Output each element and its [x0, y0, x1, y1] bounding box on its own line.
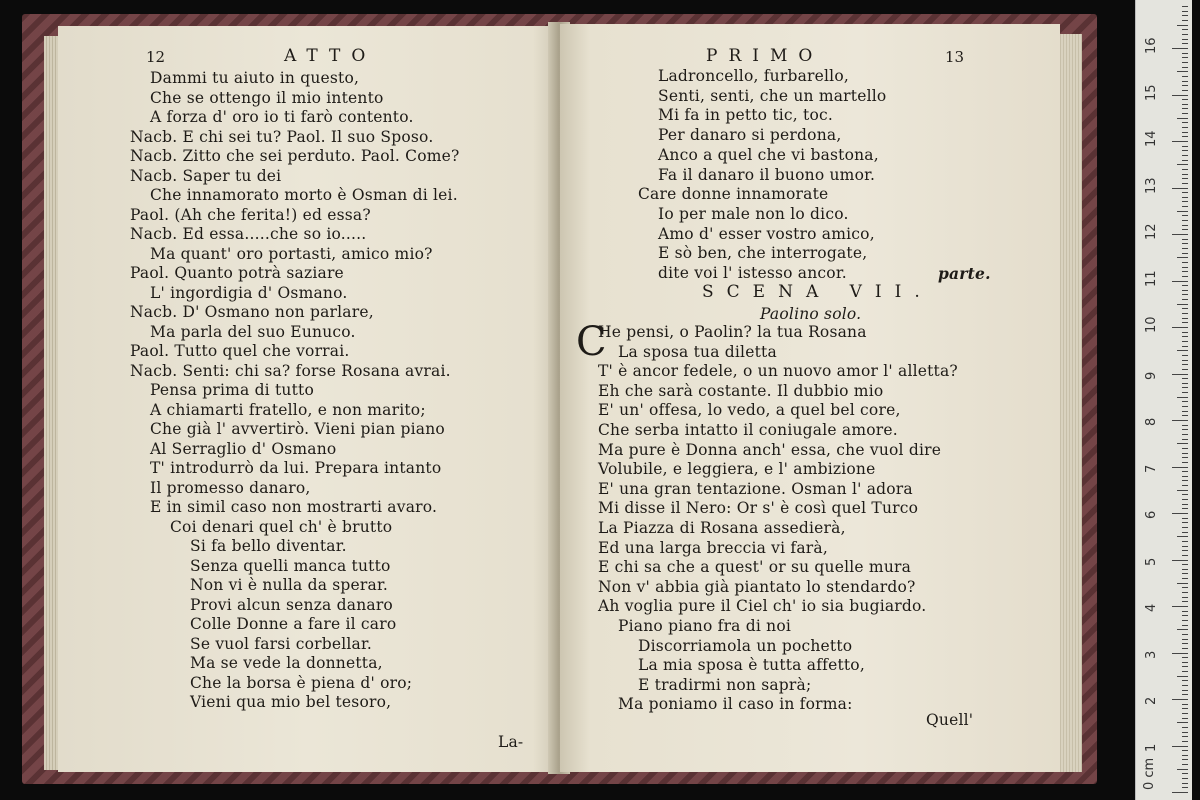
catchword-left: La-: [498, 733, 524, 751]
ruler-tick: [1182, 666, 1188, 667]
ruler-tick: [1182, 192, 1188, 193]
ruler-tick: [1182, 262, 1188, 263]
ruler-tick: [1182, 313, 1188, 314]
left-page: [58, 26, 558, 772]
text-line: L' ingordigia d' Osmano.: [150, 283, 348, 302]
ruler-tick: [1182, 569, 1188, 570]
text-line: Nacb. Ed essa.....che so io.....: [130, 225, 367, 243]
text-line: Fa il danaro il buono umor.: [658, 165, 876, 184]
ruler-tick: [1182, 690, 1188, 691]
ruler-tick: [1182, 364, 1188, 365]
ruler-tick: [1182, 685, 1188, 686]
ruler-tick: [1182, 39, 1188, 40]
drop-cap: C: [576, 319, 607, 365]
ruler-number: 4: [1144, 603, 1159, 612]
text-line: Eh che sarà costante. Il dubbio mio: [598, 381, 884, 400]
ruler-tick: [1172, 281, 1188, 282]
ruler-tick: [1182, 708, 1188, 709]
text-line: Discorriamola un pochetto: [638, 636, 853, 655]
ruler-number: 11: [1144, 269, 1159, 287]
ruler-tick: [1182, 439, 1188, 440]
text-line: La sposa tua diletta: [618, 342, 777, 361]
text-line: Care donne innamorate: [638, 185, 829, 204]
ruler-tick: [1172, 374, 1188, 375]
text-line: Nacb. D' Osmano non parlare,: [130, 303, 374, 321]
ruler-tick: [1182, 6, 1188, 7]
ruler-tick: [1182, 43, 1188, 44]
ruler-tick: [1182, 778, 1188, 779]
text-line: E tradirmi non saprà;: [638, 675, 812, 694]
ruler-tick: [1182, 285, 1188, 286]
ruler-tick: [1182, 615, 1188, 616]
ruler-tick: [1182, 85, 1188, 86]
ruler-tick: [1182, 401, 1188, 402]
ruler-tick: [1182, 294, 1188, 295]
ruler-tick: [1182, 378, 1188, 379]
ruler-tick: [1182, 146, 1188, 147]
ruler-tick: [1182, 206, 1188, 207]
ruler-tick: [1182, 229, 1188, 230]
ruler-number: 14: [1144, 130, 1159, 147]
text-line: T' introdurrò da lui. Prepara intanto: [150, 459, 442, 477]
text-line: Al Serraglio d' Osmano: [150, 439, 337, 458]
ruler-tick: [1182, 132, 1188, 133]
ruler-tick: [1177, 164, 1188, 165]
ruler-tick: [1182, 648, 1188, 649]
ruler-tick: [1182, 773, 1188, 774]
ruler-tick: [1177, 722, 1188, 723]
text-line: Il promesso danaro,: [150, 478, 311, 497]
ruler-number: 5: [1144, 557, 1159, 566]
text-line: A chiamarti fratello, e non marito;: [150, 400, 426, 419]
ruler-unit-label: 0 cm: [1142, 757, 1157, 790]
ruler-tick: [1182, 462, 1188, 463]
ruler-number: 12: [1144, 223, 1159, 240]
text-line: Che serba intatto il coniugale amore.: [598, 421, 898, 439]
text-line: Paol. (Ah che ferita!) ed essa?: [130, 205, 371, 224]
ruler-tick: [1182, 308, 1188, 309]
text-line: Pensa prima di tutto: [150, 381, 314, 399]
ruler-tick: [1172, 653, 1188, 654]
ruler-tick: [1182, 499, 1188, 500]
ruler-tick: [1182, 201, 1188, 202]
ruler-tick: [1182, 20, 1188, 21]
ruler-tick: [1182, 592, 1188, 593]
text-line: Si fa bello diventar.: [190, 537, 347, 555]
ruler-tick: [1182, 727, 1188, 728]
text-line: Nacb. Saper tu dei: [130, 166, 282, 185]
ruler-tick: [1182, 680, 1188, 681]
ruler-tick: [1182, 81, 1188, 82]
ruler-tick: [1182, 620, 1188, 621]
ruler-tick: [1182, 587, 1188, 588]
ruler-tick: [1182, 573, 1188, 574]
ruler-tick: [1182, 625, 1188, 626]
ruler-tick: [1182, 411, 1188, 412]
text-line: Che già l' avvertirò. Vieni pian piano: [150, 420, 445, 438]
ruler-tick: [1182, 787, 1188, 788]
text-line: Ma se vede la donnetta,: [190, 654, 383, 672]
running-header-right: PRIMO: [706, 46, 824, 66]
ruler-number: 13: [1144, 176, 1159, 194]
ruler-tick: [1182, 662, 1188, 663]
catchword-right: Quell': [926, 711, 974, 729]
ruler-tick: [1182, 53, 1188, 54]
ruler-tick: [1182, 271, 1188, 272]
ruler-tick: [1172, 188, 1188, 189]
ruler-tick: [1182, 657, 1188, 658]
ruler-tick: [1182, 750, 1188, 751]
ruler-tick: [1182, 322, 1188, 323]
text-line: Io per male non lo dico.: [658, 204, 849, 223]
scene-heading: SCENA VII.: [702, 282, 933, 302]
ruler-tick: [1182, 732, 1188, 733]
text-line: Anco a quel che vi bastona,: [658, 145, 879, 164]
text-line: Ma poniamo il caso in forma:: [618, 695, 853, 714]
page-number-left: 12: [146, 48, 166, 66]
ruler-tick: [1182, 67, 1188, 68]
ruler-tick: [1182, 634, 1188, 635]
ruler-tick: [1182, 355, 1188, 356]
ruler-tick: [1182, 518, 1188, 519]
text-line: Mi disse il Nero: Or s' è così quel Turco: [598, 499, 919, 518]
ruler-tick: [1182, 550, 1188, 551]
ruler-tick: [1182, 671, 1188, 672]
text-line: Ladroncello, furbarello,: [658, 67, 849, 85]
ruler-tick: [1182, 532, 1188, 533]
ruler-tick: [1177, 490, 1188, 491]
page-number-right: 13: [945, 48, 965, 66]
ruler-tick: [1182, 755, 1188, 756]
ruler-tick: [1182, 104, 1188, 105]
text-line: Ma parla del suo Eunuco.: [150, 322, 356, 341]
text-line: Che innamorato morto è Osman di lei.: [150, 186, 458, 204]
ruler-tick: [1182, 471, 1188, 472]
ruler-tick: [1182, 108, 1188, 109]
text-line: Che se ottengo il mio intento: [150, 88, 384, 107]
ruler-tick: [1182, 713, 1188, 714]
ruler-tick: [1172, 141, 1188, 142]
text-line: Coi denari quel ch' è brutto: [170, 517, 393, 536]
ruler-tick: [1182, 611, 1188, 612]
ruler-tick: [1182, 639, 1188, 640]
ruler-tick: [1182, 76, 1188, 77]
ruler-tick: [1177, 769, 1188, 770]
ruler-tick: [1182, 11, 1188, 12]
ruler-tick: [1182, 736, 1188, 737]
ruler-tick: [1182, 299, 1188, 300]
text-line: E in simil caso non mostrarti avaro.: [150, 498, 438, 516]
ruler-tick: [1182, 425, 1188, 426]
ruler-number: 1: [1144, 743, 1159, 752]
ruler-tick: [1182, 476, 1188, 477]
ruler-tick: [1172, 234, 1188, 235]
ruler-tick: [1182, 127, 1188, 128]
ruler-tick: [1182, 480, 1188, 481]
ruler-tick: [1182, 485, 1188, 486]
ruler-tick: [1182, 290, 1188, 291]
text-line: T' è ancor fedele, o un nuovo amor l' alletta?: [598, 362, 958, 381]
ruler-tick: [1177, 350, 1188, 351]
text-line: He pensi, o Paolin? la tua Rosana: [598, 323, 867, 341]
ruler-number: 7: [1144, 464, 1159, 473]
ruler-tick: [1182, 601, 1188, 602]
text-line: Che la borsa è piena d' oro;: [190, 673, 413, 692]
ruler-tick: [1182, 453, 1188, 454]
ruler-tick: [1172, 467, 1188, 468]
ruler-tick: [1182, 183, 1188, 184]
text-line: Ma pure è Donna anch' essa, che vuol dire: [598, 440, 942, 459]
ruler-tick: [1182, 383, 1188, 384]
ruler-number: 3: [1144, 650, 1159, 659]
text-line: E' un' offesa, lo vedo, a quel bel core,: [598, 401, 901, 420]
text-line: Dammi tu aiuto in questo,: [150, 69, 360, 87]
ruler-tick: [1172, 513, 1188, 514]
text-line: Nacb. E chi sei tu? Paol. Il suo Sposo.: [130, 127, 434, 146]
ruler-tick: [1182, 243, 1188, 244]
ruler-tick: [1182, 62, 1188, 63]
ruler-tick: [1172, 560, 1188, 561]
ruler-tick: [1172, 699, 1188, 700]
ruler-number: 16: [1144, 37, 1159, 54]
text-line: Non v' abbia già piantato lo stendardo?: [598, 577, 916, 596]
ruler-number: 8: [1144, 417, 1159, 426]
ruler-tick: [1182, 150, 1188, 151]
ruler-tick: [1182, 136, 1188, 137]
ruler-tick: [1182, 239, 1188, 240]
ruler-tick: [1182, 504, 1188, 505]
ruler-tick: [1182, 57, 1188, 58]
text-line: Nacb. Senti: chi sa? forse Rosana avrai.: [130, 361, 451, 380]
ruler-tick: [1177, 71, 1188, 72]
text-line: Nacb. Zitto che sei perduto. Paol. Come?: [130, 147, 460, 165]
ruler-tick: [1182, 318, 1188, 319]
text-line: Amo d' esser vostro amico,: [658, 224, 875, 243]
right-page: [560, 24, 1060, 772]
ruler-tick: [1182, 174, 1188, 175]
text-line: Senti, senti, che un martello: [658, 86, 887, 105]
ruler-tick: [1182, 783, 1188, 784]
text-line: E sò ben, che interrogate,: [658, 244, 868, 263]
ruler-tick: [1172, 327, 1188, 328]
text-line: Ah voglia pure il Ciel ch' io sia bugiardo.: [598, 597, 927, 616]
text-line: La mia sposa è tutta affetto,: [638, 656, 865, 675]
ruler-tick: [1182, 718, 1188, 719]
ruler-tick: [1177, 257, 1188, 258]
measurement-ruler: [1135, 0, 1192, 800]
ruler-tick: [1182, 197, 1188, 198]
text-line: Se vuol farsi corbellar.: [190, 634, 373, 653]
ruler-tick: [1182, 253, 1188, 254]
ruler-tick: [1182, 415, 1188, 416]
ruler-number: 6: [1144, 510, 1159, 519]
ruler-tick: [1182, 34, 1188, 35]
ruler-tick: [1177, 583, 1188, 584]
ruler-tick: [1182, 546, 1188, 547]
ruler-tick: [1182, 29, 1188, 30]
ruler-number: 15: [1144, 83, 1159, 101]
ruler-tick: [1182, 764, 1188, 765]
stage-direction: parte.: [938, 264, 991, 283]
ruler-tick: [1182, 220, 1188, 221]
ruler-tick: [1182, 90, 1188, 91]
ruler-number: 2: [1144, 696, 1159, 705]
ruler-tick: [1182, 759, 1188, 760]
ruler-tick: [1177, 25, 1188, 26]
text-line: A forza d' oro io ti farò contento.: [150, 108, 414, 126]
ruler-tick: [1182, 215, 1188, 216]
ruler-tick: [1182, 336, 1188, 337]
ruler-tick: [1182, 369, 1188, 370]
ruler-tick: [1182, 527, 1188, 528]
ruler-tick: [1177, 397, 1188, 398]
ruler-number: 10: [1144, 316, 1159, 333]
ruler-tick: [1182, 578, 1188, 579]
ruler-tick: [1182, 155, 1188, 156]
ruler-tick: [1182, 406, 1188, 407]
ruler-tick: [1182, 555, 1188, 556]
ruler-tick: [1182, 434, 1188, 435]
ruler-tick: [1182, 704, 1188, 705]
text-line: Volubile, e leggiera, e l' ambizione: [598, 460, 876, 479]
ruler-tick: [1172, 792, 1188, 793]
ruler-tick: [1182, 387, 1188, 388]
ruler-tick: [1182, 448, 1188, 449]
ruler-tick: [1182, 113, 1188, 114]
ruler-tick: [1177, 443, 1188, 444]
text-line: E' una gran tentazione. Osman l' adora: [598, 479, 913, 498]
ruler-tick: [1182, 643, 1188, 644]
ruler-tick: [1182, 694, 1188, 695]
ruler-tick: [1182, 178, 1188, 179]
ruler-tick: [1182, 169, 1188, 170]
ruler-tick: [1182, 392, 1188, 393]
ruler-tick: [1177, 629, 1188, 630]
ruler-tick: [1182, 597, 1188, 598]
ruler-tick: [1182, 122, 1188, 123]
ruler-tick: [1182, 332, 1188, 333]
text-line: Provi alcun senza danaro: [190, 595, 393, 614]
text-line: Non vi è nulla da sperar.: [190, 576, 389, 594]
ruler-tick: [1182, 160, 1188, 161]
ruler-tick: [1177, 676, 1188, 677]
ruler-tick: [1182, 360, 1188, 361]
text-line: Mi fa in petto tic, toc.: [658, 106, 834, 125]
ruler-tick: [1182, 508, 1188, 509]
ruler-tick: [1177, 536, 1188, 537]
ruler-tick: [1172, 48, 1188, 49]
text-line: La Piazza di Rosana assedierà,: [598, 519, 846, 537]
ruler-tick: [1172, 746, 1188, 747]
text-line: E chi sa che a quest' or su quelle mura: [598, 558, 912, 577]
ruler-tick: [1182, 99, 1188, 100]
text-line: Ma quant' oro portasti, amico mio?: [150, 244, 433, 263]
running-header-left: ATTO: [284, 46, 377, 66]
ruler-tick: [1177, 304, 1188, 305]
text-line: dite voi l' istesso ancor.: [658, 264, 847, 282]
ruler-tick: [1182, 522, 1188, 523]
ruler-tick: [1177, 211, 1188, 212]
ruler-number: 9: [1144, 371, 1159, 380]
scene-subheading: Paolino solo.: [760, 305, 862, 323]
text-line: Senza quelli manca tutto: [190, 556, 391, 575]
ruler-tick: [1182, 541, 1188, 542]
ruler-tick: [1182, 429, 1188, 430]
text-line: Paol. Quanto potrà saziare: [130, 264, 344, 282]
ruler-tick: [1182, 457, 1188, 458]
ruler-tick: [1182, 341, 1188, 342]
ruler-tick: [1182, 267, 1188, 268]
ruler-tick: [1172, 420, 1188, 421]
ruler-tick: [1182, 276, 1188, 277]
text-line: Per danaro si perdona,: [658, 126, 842, 145]
ruler-tick: [1182, 494, 1188, 495]
text-line: Vieni qua mio bel tesoro,: [190, 693, 392, 711]
ruler-tick: [1182, 225, 1188, 226]
text-line: Ed una larga breccia vi farà,: [598, 538, 828, 557]
ruler-tick: [1182, 15, 1188, 16]
text-line: Piano piano fra di noi: [618, 617, 792, 635]
ruler-tick: [1182, 346, 1188, 347]
ruler-tick: [1172, 95, 1188, 96]
ruler-tick: [1182, 741, 1188, 742]
ruler-tick: [1177, 118, 1188, 119]
ruler-tick: [1182, 248, 1188, 249]
ruler-tick: [1172, 606, 1188, 607]
text-line: Colle Donne a fare il caro: [190, 615, 397, 633]
text-line: Paol. Tutto quel che vorrai.: [130, 342, 350, 360]
ruler-tick: [1182, 564, 1188, 565]
